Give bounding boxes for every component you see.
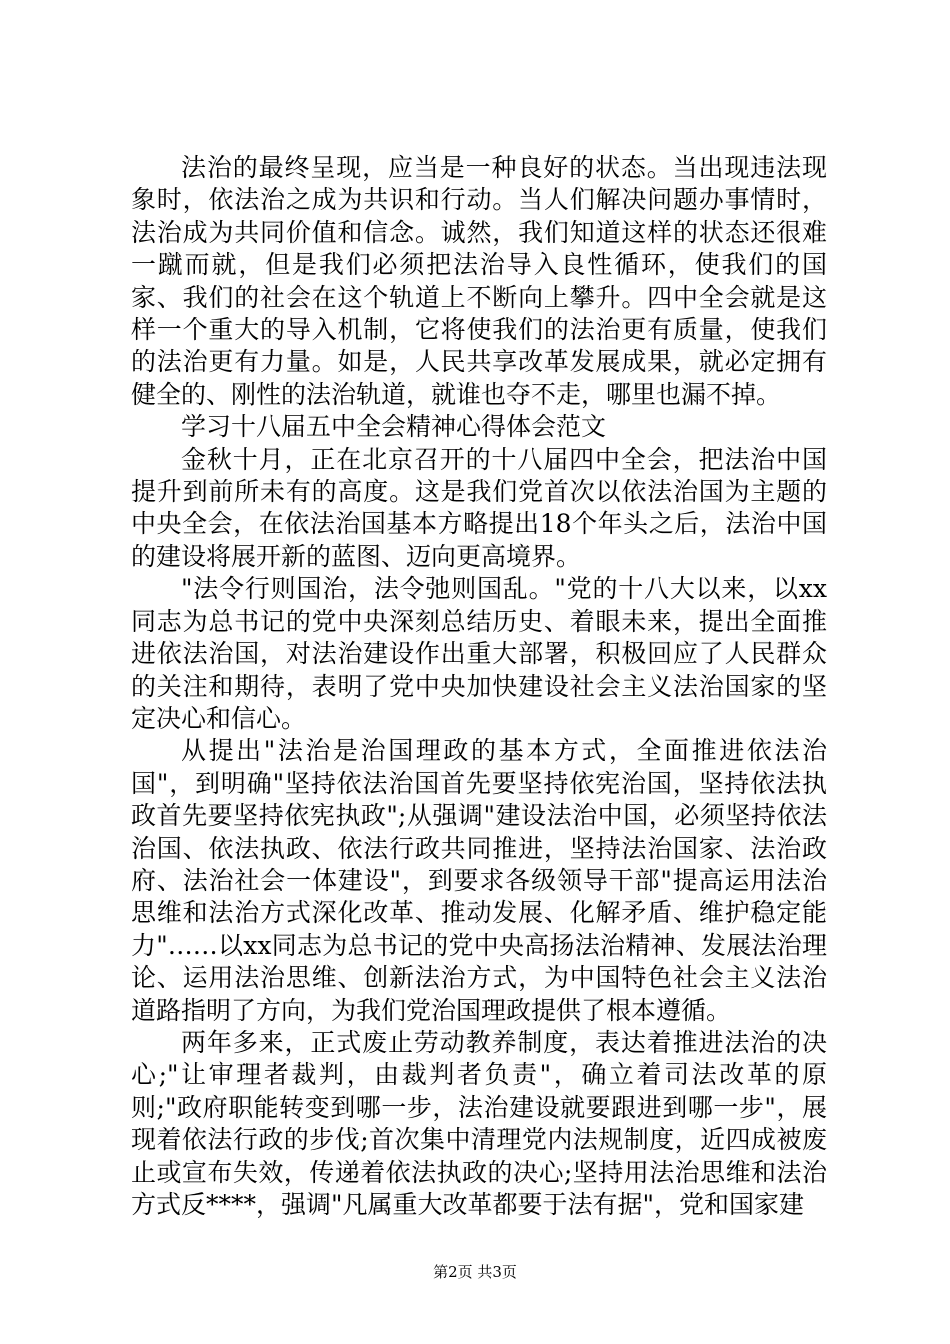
body-paragraph: 两年多来，正式废止劳动教养制度，表达着推进法治的决心;"让审理者裁判，由裁判者负责"，确立着司法改革的原则;"政府职能转变到哪一步，法治建设就要跟进到哪一步"，展现着依法行政的步伐;首次集中清理党内法规制度，近四成被废止或宣布失效，传递着依法执政的决心;坚持用法治思维和法治方式反****，强调"凡属重大改革都要于法有据"，党和国家建 xyxy=(131,1027,827,1219)
body-paragraph: "法令行则国治，法令弛则国乱。"党的十八大以来，以xx同志为总书记的党中央深刻总结历史、着眼未来，提出全面推进依法治国，对法治建设作出重大部署，积极回应了人民群众的关注和期待，表明了党中央加快建设社会主义法治国家的坚定决心和信心。 xyxy=(131,574,827,733)
body-paragraph: 从提出"法治是治国理政的基本方式，全面推进依法治国"，到明确"坚持依法治国首先要坚持依宪治国，坚持依法执政首先要坚持依宪执政";从强调"建设法治中国，必须坚持依法治国、依法执政、依法行政共同推进，坚持法治国家、法治政府、法治社会一体建设"，到要求各级领导干部"提高运用法治思维和法治方式深化改革、推动发展、化解矛盾、维护稳定能力"……以xx同志为总书记的党中央高扬法治精神、发展法治理论、运用法治思维、创新法治方式，为中国特色社会主义法治道路指明了方向，为我们党治国理政提供了根本遵循。 xyxy=(131,736,827,1025)
body-paragraph: 法治的最终呈现，应当是一种良好的状态。当出现违法现象时，依法治之成为共识和行动。当人们解决问题办事情时，法治成为共同价值和信念。诚然，我们知道这样的状态还很难一蹴而就，但是我们必须把法治导入良性循环，使我们的国家、我们的社会在这个轨道上不断向上攀升。四中全会就是这样一个重大的导入机制，它将使我们的法治更有质量，使我们的法治更有力量。如是，人民共享改革发展成果，就必定拥有健全的、刚性的法治轨道，就谁也夺不走，哪里也漏不掉。 xyxy=(131,153,827,409)
body-paragraph: 金秋十月，正在北京召开的十八届四中全会，把法治中国提升到前所未有的高度。这是我们党首次以依法治国为主题的中央全会，在依法治国基本方略提出18个年头之后，法治中国的建设将展开新的蓝图、迈向更高境界。 xyxy=(131,444,827,571)
page-number-footer: 第2页 共3页 xyxy=(433,1263,517,1281)
section-heading: 学习十八届五中全会精神心得体会范文 xyxy=(181,412,607,442)
document-body xyxy=(131,152,827,1221)
